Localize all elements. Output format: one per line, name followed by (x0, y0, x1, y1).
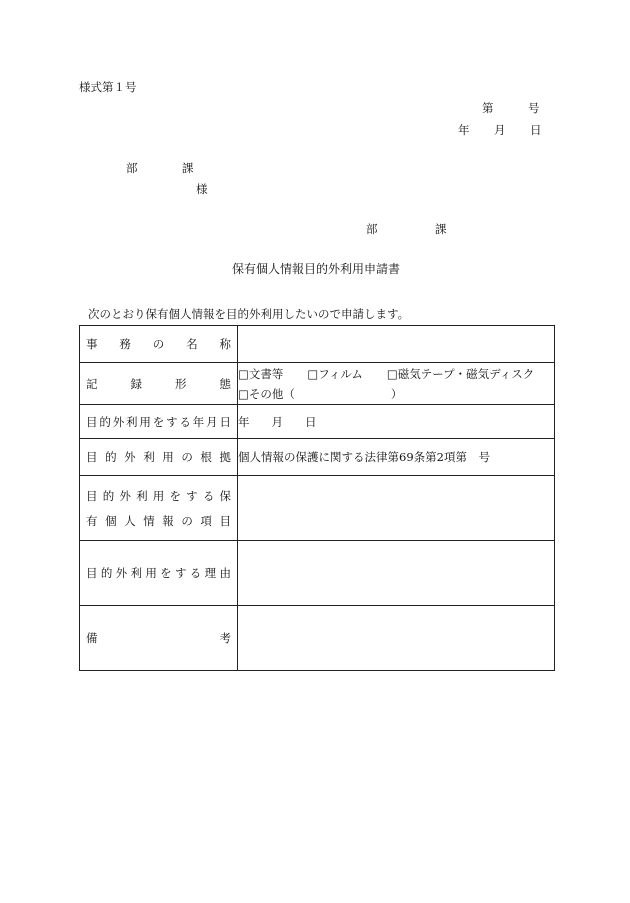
label-char: 報 (162, 513, 174, 528)
label-char: 有 (86, 513, 98, 528)
label-char: 利 (126, 414, 138, 429)
label-char: 目 (86, 488, 98, 503)
row-usage-basis (80, 439, 555, 476)
row-remarks (80, 606, 555, 671)
recipient-section: 課 (182, 161, 194, 175)
label-char: 目 (86, 414, 98, 429)
label-char: を (160, 566, 172, 580)
doc-number-prefix: 第 (482, 101, 494, 115)
label-char: 人 (124, 513, 136, 528)
close-paren: ） (390, 386, 403, 401)
label-char: 的 (105, 450, 117, 464)
label-char: 由 (219, 566, 231, 580)
label-char: 用 (152, 488, 165, 503)
label-char: す (174, 566, 187, 580)
label-char: 利 (143, 450, 155, 464)
sender-section: 課 (435, 222, 447, 236)
label-char: 用 (162, 450, 174, 464)
label-char: 的 (102, 488, 115, 503)
intro-text: 次のとおり保有個人情報を目的外利用したいので申請します。 (88, 307, 410, 321)
label-char: 外 (119, 488, 131, 503)
row-info-items (80, 476, 555, 541)
label-char: 務 (119, 337, 131, 351)
label-char: 用 (145, 566, 157, 580)
date-day-label: 日 (305, 414, 317, 429)
label-char: を (169, 488, 181, 503)
label-char: 用 (139, 414, 151, 429)
label-char: る (189, 566, 202, 580)
label-business-name (80, 326, 238, 363)
label-char: 利 (130, 566, 142, 580)
application-form-table (79, 325, 555, 671)
label-char: 年 (192, 414, 205, 429)
label-record-form (80, 363, 238, 405)
recipient-department: 部 (126, 161, 138, 175)
label-char: 外 (112, 414, 125, 429)
label-char: 日 (219, 414, 231, 429)
date-year-label: 年 (238, 414, 250, 429)
label-char: す (186, 488, 198, 503)
label-char: 情 (143, 513, 155, 528)
label-char: 事 (86, 337, 98, 351)
label-char: 目 (219, 513, 231, 528)
label-char: 考 (219, 631, 231, 645)
form-number: 様式第１号 (79, 80, 137, 94)
label-char: 保 (219, 488, 231, 503)
checkbox-other[interactable]: □その他（ (238, 386, 295, 401)
label-char: 月 (206, 414, 218, 429)
info-items-field[interactable] (238, 476, 555, 541)
sender-department: 部 (366, 222, 378, 236)
remarks-field[interactable] (238, 606, 555, 671)
label-char: の (181, 513, 193, 528)
label-char: 的 (99, 414, 111, 429)
label-char: 項 (200, 513, 212, 528)
label-char: を (152, 414, 165, 429)
date-day: 日 (530, 123, 542, 137)
usage-reason-field[interactable] (238, 541, 555, 606)
checkbox-film[interactable]: □フィルム (307, 366, 363, 381)
usage-date-field[interactable] (238, 405, 555, 439)
label-char: 備 (86, 631, 98, 645)
label-char: 根 (200, 450, 212, 464)
label-char: 記 (86, 376, 98, 391)
label-info-items (80, 476, 238, 541)
usage-basis-value[interactable]: 個人情報の保護に関する法律第69条第2項第 号 (238, 439, 555, 476)
label-char: 拠 (219, 450, 231, 464)
label-char: す (166, 414, 178, 429)
record-form-options (238, 363, 555, 405)
date-month: 月 (494, 123, 506, 137)
label-remarks (80, 606, 238, 671)
label-char: 利 (136, 488, 148, 503)
doc-number-suffix: 号 (528, 101, 540, 115)
row-usage-reason (80, 541, 555, 606)
label-char: る (202, 488, 215, 503)
date-month-label: 月 (271, 414, 283, 429)
label-usage-basis (80, 439, 238, 476)
label-char: 称 (219, 337, 231, 351)
label-char: 名 (186, 337, 198, 351)
label-char: 個 (105, 513, 117, 528)
recipient-honorific: 様 (196, 182, 208, 196)
label-char: 態 (219, 376, 231, 391)
label-char: る (179, 414, 191, 429)
document-title: 保有個人情報目的外利用申請書 (232, 262, 401, 276)
label-char: 目 (86, 566, 98, 580)
business-name-field[interactable] (238, 326, 555, 363)
row-usage-date (80, 405, 555, 439)
row-business-name (80, 326, 555, 363)
label-char: 理 (204, 566, 217, 580)
label-char: 目 (86, 450, 98, 464)
label-char: 録 (130, 376, 142, 391)
label-usage-reason (80, 541, 238, 606)
label-usage-date (80, 405, 238, 439)
row-record-form (80, 363, 555, 405)
label-char: 的 (100, 566, 113, 580)
checkbox-document[interactable]: □文書等 (238, 366, 284, 381)
label-char: 外 (124, 450, 136, 464)
checkbox-magnetic[interactable]: □磁気テープ・磁気ディスク (386, 366, 535, 381)
label-char: 形 (175, 376, 187, 391)
label-char: 外 (115, 566, 128, 580)
date-year: 年 (458, 123, 470, 137)
label-char: の (152, 337, 165, 351)
label-char: の (181, 450, 193, 464)
